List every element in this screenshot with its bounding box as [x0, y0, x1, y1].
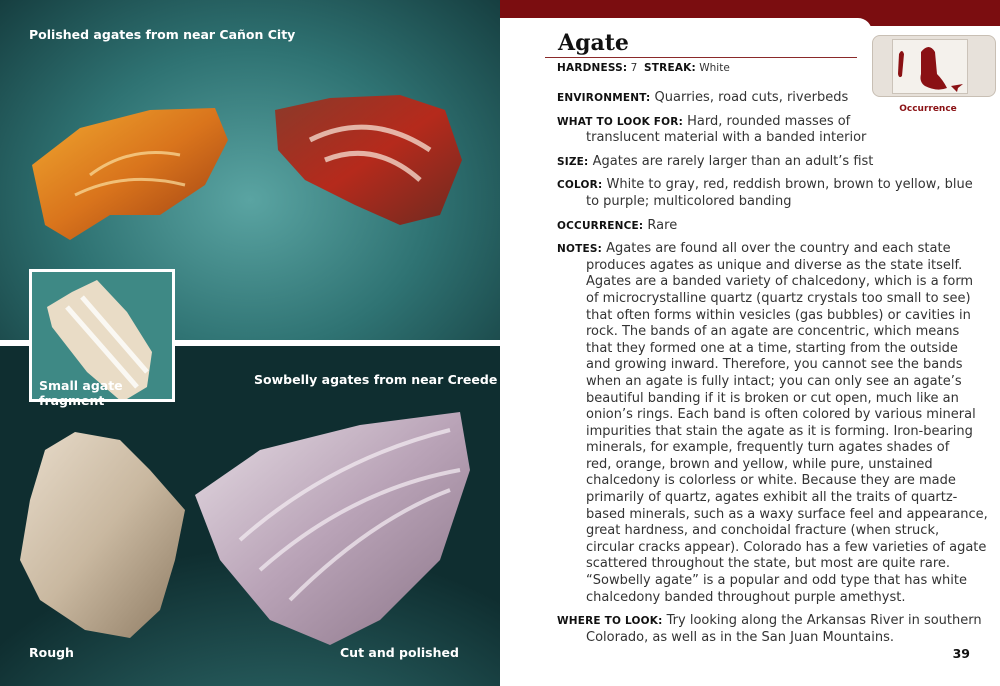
entry-line: [557, 457, 977, 474]
entry-text: White to gray, red, reddish brown, brown to yellow, blue: [606, 177, 973, 193]
occurrence-regions: [893, 40, 969, 95]
entry-line: [557, 613, 982, 630]
entry-text: beautiful banding if it is broken or cut open, much like an: [586, 390, 959, 406]
polished-agate-orange: [32, 108, 228, 240]
entry-text: Agates are found all over the country and each state: [606, 241, 951, 257]
entry-line: [557, 490, 977, 507]
entry-line: [557, 177, 977, 194]
entry-label: SIZE:: [557, 155, 589, 168]
entry-line: [557, 241, 977, 258]
caption-bottom: Sowbelly agates from near Creede: [254, 372, 498, 387]
entry-line: [557, 357, 977, 374]
entry-line: [557, 274, 977, 291]
entry-text: and growing inward. Therefore, you cannot see the bands: [586, 357, 963, 373]
title-rule: [545, 57, 857, 58]
entry-line: [557, 114, 977, 131]
entry-line: [557, 218, 977, 235]
entry-text: translucent material with a banded interior: [586, 130, 867, 146]
entry-line: [557, 630, 977, 647]
entry-line: [557, 523, 977, 540]
entry-text: minerals, for example, frequently turn agates shades of: [586, 440, 950, 456]
entry-label: WHAT TO LOOK FOR:: [557, 115, 683, 128]
entry-text: Try looking along the Arkansas River in southern: [666, 613, 982, 629]
entry-label: NOTES:: [557, 243, 603, 256]
entry-text: scattered throughout the state, but most are quite rare.: [586, 556, 951, 572]
header-card: [500, 18, 872, 58]
entry-text: rock. The bands of an agate are concentric, which means: [586, 324, 960, 340]
entry-text: produces agates as unique and diverse as the state itself.: [586, 257, 963, 273]
entry-text: circular cracks appear). Colorado has a few varieties of agate: [586, 539, 987, 555]
page-number: 39: [952, 646, 970, 661]
entry-text: primarily of quartz, agates exhibit all the traits of quartz-: [586, 490, 958, 506]
entry-text: chalcedony is colorless or white. Because they are made: [586, 473, 956, 489]
entry-text: that often forms within vesicles (gas bubbles) or cavities in: [586, 307, 971, 323]
hardness-label: HARDNESS:: [557, 62, 628, 74]
entry-text: to purple; multicolored banding: [586, 193, 792, 209]
entry-line: [557, 424, 977, 441]
entry-label: ENVIRONMENT:: [557, 92, 651, 104]
entry-text: Hard, rounded masses of: [687, 113, 851, 129]
entry-line: [557, 407, 977, 424]
entry-line: [557, 324, 977, 341]
entry-list: [557, 90, 988, 653]
entry-text: based minerals, such as a waxy surface feel and appearance,: [586, 506, 988, 522]
entry-line: [557, 291, 977, 308]
entry-line: [557, 590, 977, 607]
entry-label: OCCURRENCE:: [557, 219, 644, 232]
caption-inset-line2: fragment: [39, 393, 105, 408]
entry-line: [557, 154, 977, 171]
cut-polished-agate: [195, 412, 470, 645]
caption-rough: Rough: [29, 645, 74, 660]
hardness-streak: [557, 62, 730, 74]
entry-line: [557, 130, 977, 147]
entry-text: onion’s rings. Each band is often colored by various mineral: [586, 407, 976, 423]
entry-text: impurities that stain the agate as it is forming. Iron-bearing: [586, 423, 973, 439]
entry-line: [557, 539, 987, 557]
entry-label: WHERE TO LOOK:: [557, 615, 663, 628]
entry-line: [557, 573, 977, 590]
entry: [557, 241, 988, 606]
entry-text: Agates are rarely larger than an adult’s fist: [592, 153, 874, 169]
page-title: Agate: [558, 30, 629, 56]
entry: [557, 114, 977, 147]
map-caption: Occurrence: [899, 104, 957, 114]
entry-line: [557, 473, 977, 490]
entry-text: Rare: [647, 217, 678, 233]
text-page: [500, 0, 1000, 686]
entry-text: that they formed one at a time, starting from the outside: [586, 340, 958, 356]
caption-top: Polished agates from near Cañon City: [29, 27, 296, 42]
polished-agate-red: [275, 95, 462, 225]
entry-text: Agates are a banded variety of chalcedony, which is a form: [586, 274, 974, 290]
entry-line: [557, 391, 977, 408]
entry: [557, 177, 977, 210]
entry-line: [557, 90, 977, 107]
occurrence-map: [872, 35, 996, 97]
entry-line: [557, 258, 977, 275]
entry-line: [557, 308, 977, 325]
entry-text: when an agate is fully intact; you can only see an agate’s: [586, 373, 962, 389]
entry-text: Colorado, as well as in the San Juan Mountains.: [586, 629, 895, 645]
caption-inset-line1: Small agate: [39, 378, 123, 393]
entry-label: COLOR:: [557, 179, 603, 192]
entry: [557, 218, 977, 235]
entry-text: “Sowbelly agate” is a popular and odd type that has white: [586, 573, 967, 589]
entry-line: [557, 374, 977, 391]
entry-text: great hardness, and conchoidal fracture (when struck,: [586, 523, 940, 539]
caption-cut: Cut and polished: [340, 645, 459, 660]
entry-line: [557, 341, 977, 358]
entry: [557, 613, 982, 646]
hardness-value: 7: [630, 62, 638, 74]
streak-value: White: [699, 62, 730, 74]
entry-line: [557, 556, 977, 573]
entry-text: chalcedony banded throughout purple amethyst.: [586, 589, 906, 605]
colorado-map: [892, 39, 968, 94]
entry: [557, 90, 977, 107]
entry-text: Quarries, road cuts, riverbeds: [654, 90, 849, 105]
entry: [557, 154, 977, 171]
entry-text: of microcrystalline quartz (quartz crystals too small to see): [586, 290, 971, 306]
entry-line: [557, 194, 977, 211]
entry-text: red, orange, brown and yellow, while pure, unstained: [586, 456, 933, 472]
entry-line: [557, 506, 988, 524]
entry-line: [557, 440, 977, 457]
streak-label: STREAK:: [644, 62, 696, 74]
rough-agate: [20, 432, 185, 638]
